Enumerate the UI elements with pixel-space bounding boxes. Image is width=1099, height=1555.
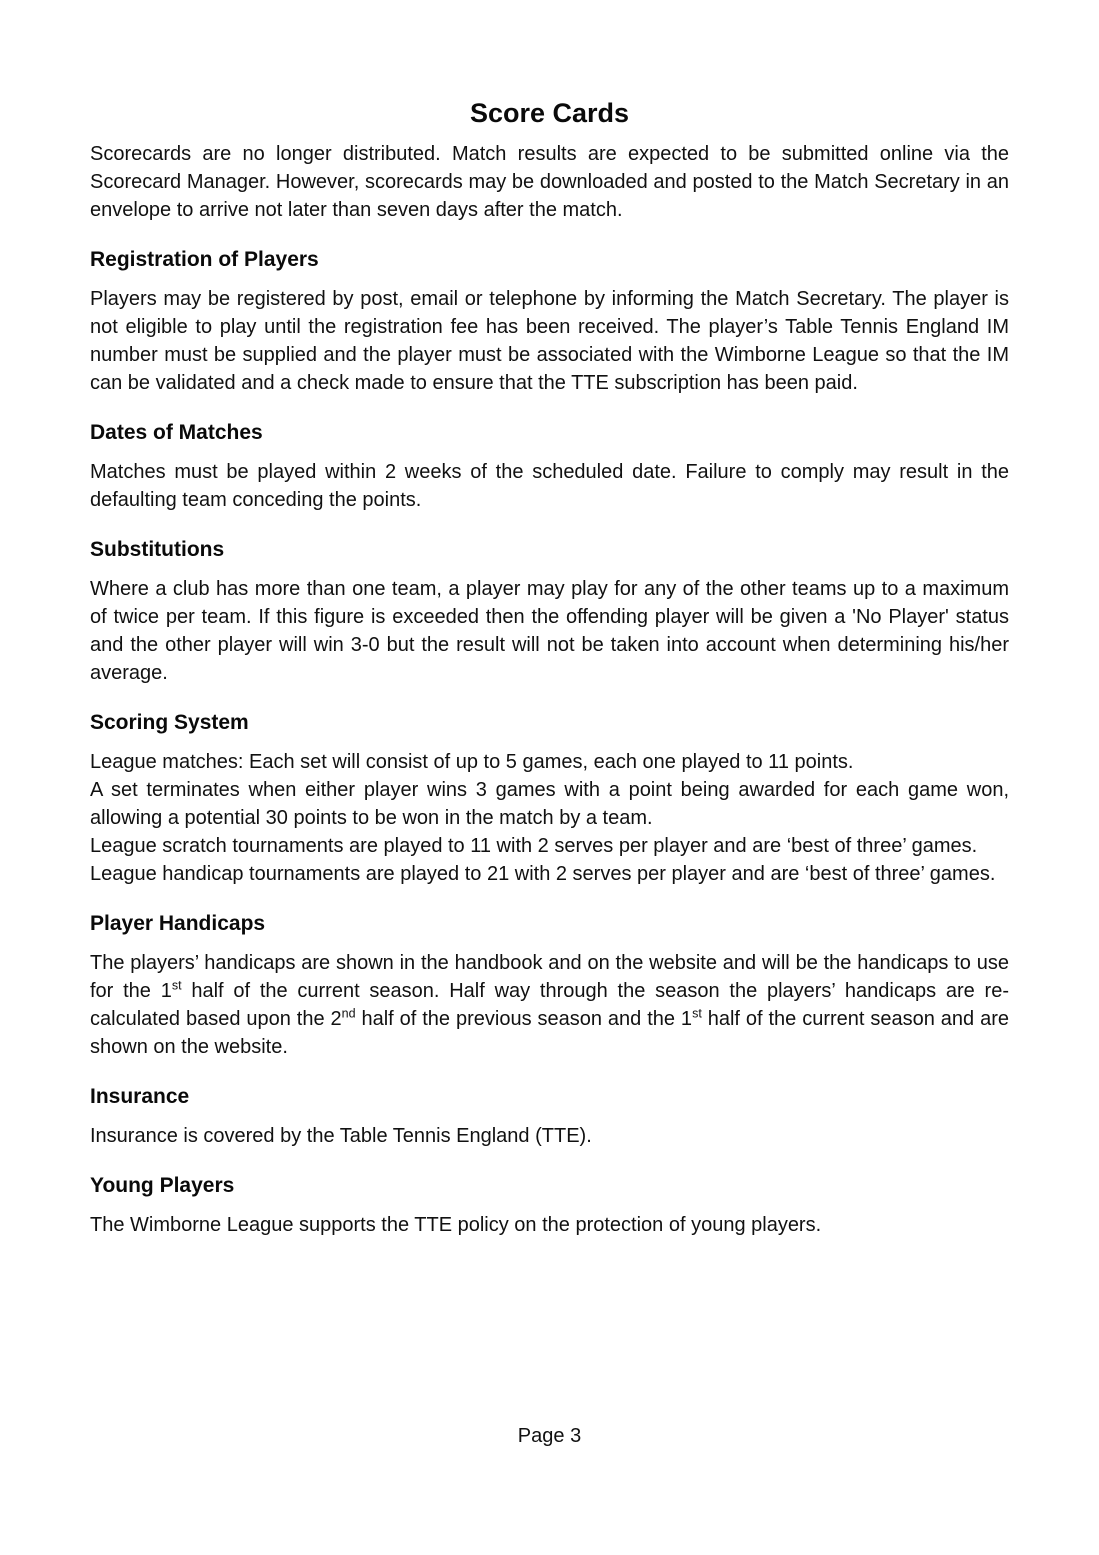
section-registration-of-players (90, 248, 1009, 397)
section-heading: Scoring System (90, 711, 249, 734)
document-content (90, 98, 1009, 1239)
section-heading: Substitutions (90, 538, 225, 561)
section-paragraph: League handicap tournaments are played to 21 with 2 serves per player and are ‘best of three’ games. (90, 863, 996, 885)
section-heading: Registration of Players (90, 248, 319, 271)
section-paragraph: League scratch tournaments are played to 11 with 2 serves per player and are ‘best of three’ games. (90, 835, 978, 857)
section-young-players (90, 1174, 1009, 1239)
intro-paragraph: Scorecards are no longer distributed. Match results are expected to be submitted online via the Scorecard Manager. However, scorecards may be downloaded and posted to the Match Secretary in an envelope to arrive not later than seven days after the match. (90, 143, 1009, 221)
section-scoring-system (90, 711, 1009, 888)
section-insurance (90, 1085, 1009, 1150)
page-number: Page 3 (517, 1425, 582, 1447)
section-paragraph: Matches must be played within 2 weeks of the scheduled date. Failure to comply may result in the defaulting team conceding the points. (90, 461, 1009, 511)
section-paragraph: The players’ handicaps are shown in the handbook and on the website and will be the handicaps to use for the 1st half of the current season. Half way through the season the players’ handicaps are re-calculated based upon the 2nd half of the previous season and the 1st half of the current season and are shown on the website. (90, 952, 1009, 1058)
section-heading: Insurance (90, 1085, 190, 1108)
section-heading: Dates of Matches (90, 421, 263, 444)
section-heading: Player Handicaps (90, 912, 266, 935)
section-paragraph: The Wimborne League supports the TTE policy on the protection of young players. (90, 1214, 822, 1236)
section-heading: Young Players (90, 1174, 235, 1197)
section-player-handicaps (90, 912, 1009, 1061)
section-paragraph: Where a club has more than one team, a player may play for any of the other teams up to a maximum of twice per team. If this figure is exceeded then the offending player will be given a 'No Player' status and the other player will win 3-0 but the result will not be taken into account when determining his/her average. (90, 578, 1009, 684)
section-dates-of-matches (90, 421, 1009, 514)
page-title: Score Cards (469, 98, 630, 128)
section-substitutions (90, 538, 1009, 687)
section-paragraph: Insurance is covered by the Table Tennis England (TTE). (90, 1125, 592, 1147)
section-paragraph: League matches: Each set will consist of up to 5 games, each one played to 11 points. (90, 751, 854, 773)
page-footer (0, 1424, 1099, 1448)
section-paragraph: Players may be registered by post, email or telephone by informing the Match Secretary. The player is not eligible to play until the registration fee has been received. The player’s Table Tennis England IM number must be supplied and the player must be associated with the Wimborne League so that the IM can be validated and a check made to ensure that the TTE subscription has been paid. (90, 288, 1009, 394)
section-paragraph: A set terminates when either player wins 3 games with a point being awarded for each game won, allowing a potential 30 points to be won in the match by a team. (90, 779, 1009, 829)
